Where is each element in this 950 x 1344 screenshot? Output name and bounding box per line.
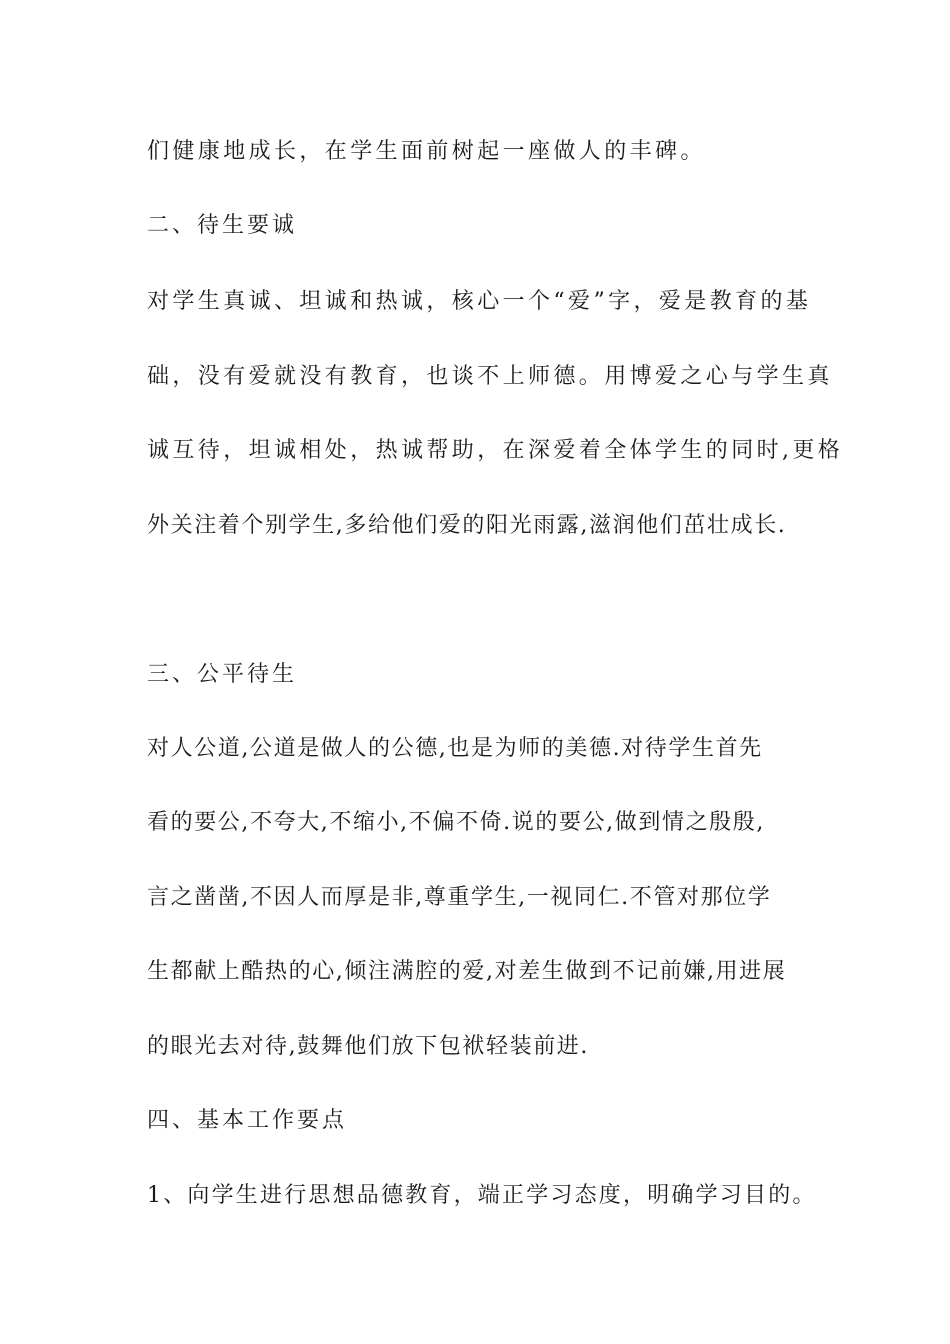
paragraph-line-5: 外关注着个别学生,多给他们爱的阳光雨露,滋润他们茁壮成长. bbox=[147, 513, 787, 538]
section-heading-3: 三、公平待生 bbox=[147, 662, 298, 687]
paragraph-line-10: 的眼光去对待,鼓舞他们放下包袱轻装前进. bbox=[147, 1034, 589, 1059]
paragraph-line-6: 对人公道,公道是做人的公德,也是为师的美德.对待学生首先 bbox=[147, 736, 763, 761]
paragraph-line-11: 1、向学生进行思想品德教育，端正学习态度，明确学习目的。 bbox=[147, 1183, 817, 1208]
section-heading-4: 四、基本工作要点 bbox=[147, 1108, 348, 1133]
paragraph-line-3: 础，没有爱就没有教育，也谈不上师德。用博爱之心与学生真 bbox=[147, 364, 833, 389]
paragraph-line-7: 看的要公,不夸大,不缩小,不偏不倚.说的要公,做到情之殷殷, bbox=[147, 810, 765, 835]
paragraph-line-9: 生都献上酷热的心,倾注满腔的爱,对差生做到不记前嫌,用进展 bbox=[147, 959, 787, 984]
paragraph-line-1: 们健康地成长，在学生面前树起一座做人的丰碑。 bbox=[147, 139, 706, 164]
section-heading-2: 二、待生要诚 bbox=[147, 213, 298, 238]
paragraph-line-4: 诚互待，坦诚相处，热诚帮助，在深爱着全体学生的同时,更格 bbox=[147, 438, 844, 463]
paragraph-line-8: 言之凿凿,不因人而厚是非,尊重学生,一视同仁.不管对那位学 bbox=[147, 885, 772, 910]
paragraph-line-2: 对学生真诚、坦诚和热诚，核心一个“爱”字，爱是教育的基 bbox=[147, 289, 812, 314]
